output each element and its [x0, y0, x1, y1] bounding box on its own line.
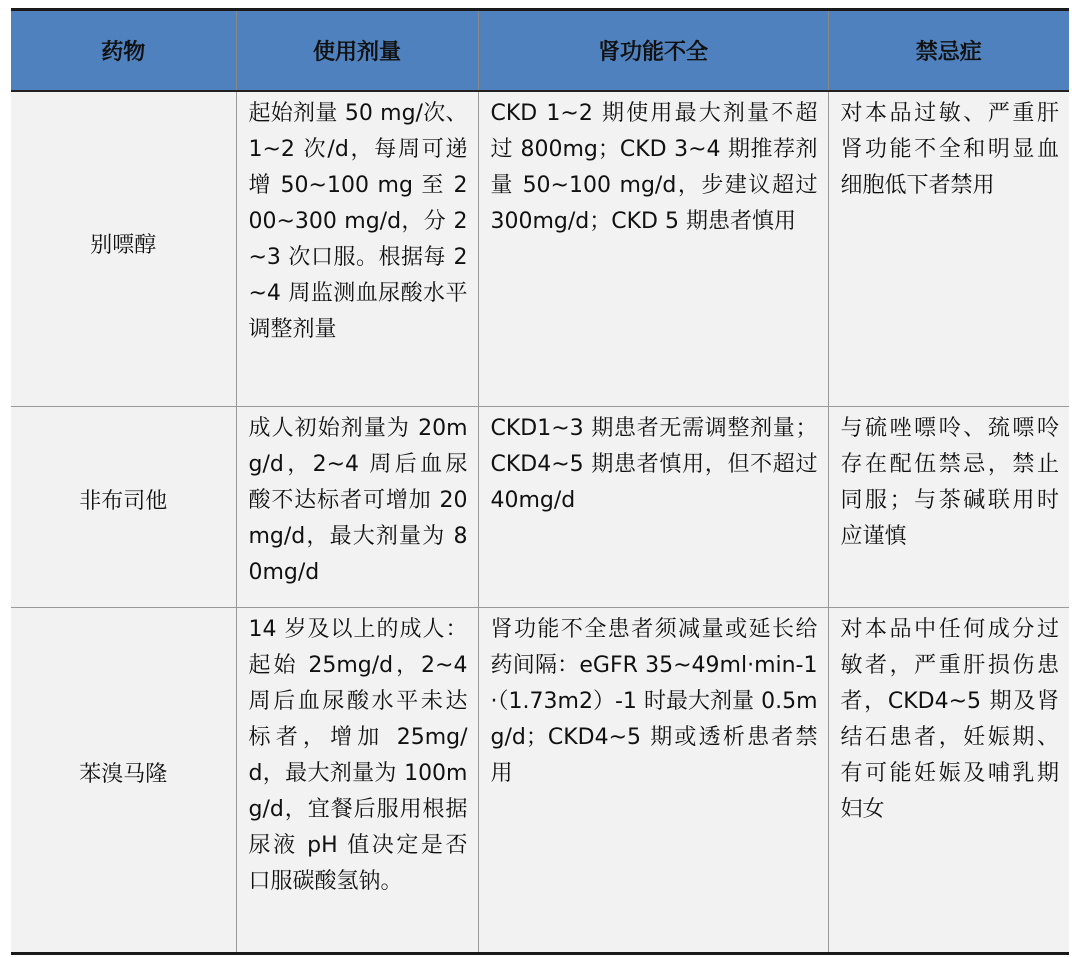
table-row	[11, 407, 1069, 608]
header-row	[11, 10, 1069, 92]
drug-name-cell: 苯溴马隆	[11, 608, 236, 954]
dosage-cell: 起始剂量 50 mg/次、1~2 次/d，每周可递增 50~100 mg 至 200~300 mg/d，分 2~3 次口服。根据每 2~4 周监测血尿酸水平调整剂量	[236, 91, 478, 407]
table-row	[11, 608, 1069, 954]
contraindication-cell: 与硫唑嘌呤、巯嘌呤存在配伍禁忌，禁止同服；与茶碱联用时应谨慎	[828, 407, 1069, 608]
header-dosage: 使用剂量	[236, 10, 478, 92]
drug-name-cell: 别嘌醇	[11, 91, 236, 407]
renal-cell: CKD 1~2 期使用最大剂量不超过 800mg；CKD 3~4 期推荐剂量 50~100 mg/d，步建议超过 300mg/d；CKD 5 期患者慎用	[478, 91, 828, 407]
table-row	[11, 91, 1069, 407]
drug-name-cell: 非布司他	[11, 407, 236, 608]
dosage-cell: 14 岁及以上的成人：起始 25mg/d，2~4 周后血尿酸水平未达标者，增加 25mg/d，最大剂量为 100mg/d，宜餐后服用根据尿液 pH 值决定是否口服碳酸氢钠。	[236, 608, 478, 954]
renal-cell: CKD1~3 期患者无需调整剂量；CKD4~5 期患者慎用，但不超过 40mg/d	[478, 407, 828, 608]
drug-dosage-table	[11, 8, 1069, 955]
header-drug: 药物	[11, 10, 236, 92]
contraindication-cell: 对本品过敏、严重肝肾功能不全和明显血细胞低下者禁用	[828, 91, 1069, 407]
header-contraindication: 禁忌症	[828, 10, 1069, 92]
dosage-cell: 成人初始剂量为 20mg/d，2~4 周后血尿酸不达标者可增加 20mg/d，最大剂量为 80mg/d	[236, 407, 478, 608]
header-renal-insufficiency: 肾功能不全	[478, 10, 828, 92]
renal-cell: 肾功能不全患者须减量或延长给药间隔：eGFR 35~49ml·min-1·（1.73m2）-1 时最大剂量 0.5mg/d；CKD4~5 期或透析患者禁用	[478, 608, 828, 954]
contraindication-cell: 对本品中任何成分过敏者，严重肝损伤患者，CKD4~5 期及肾结石患者，妊娠期、有可能妊娠及哺乳期妇女	[828, 608, 1069, 954]
